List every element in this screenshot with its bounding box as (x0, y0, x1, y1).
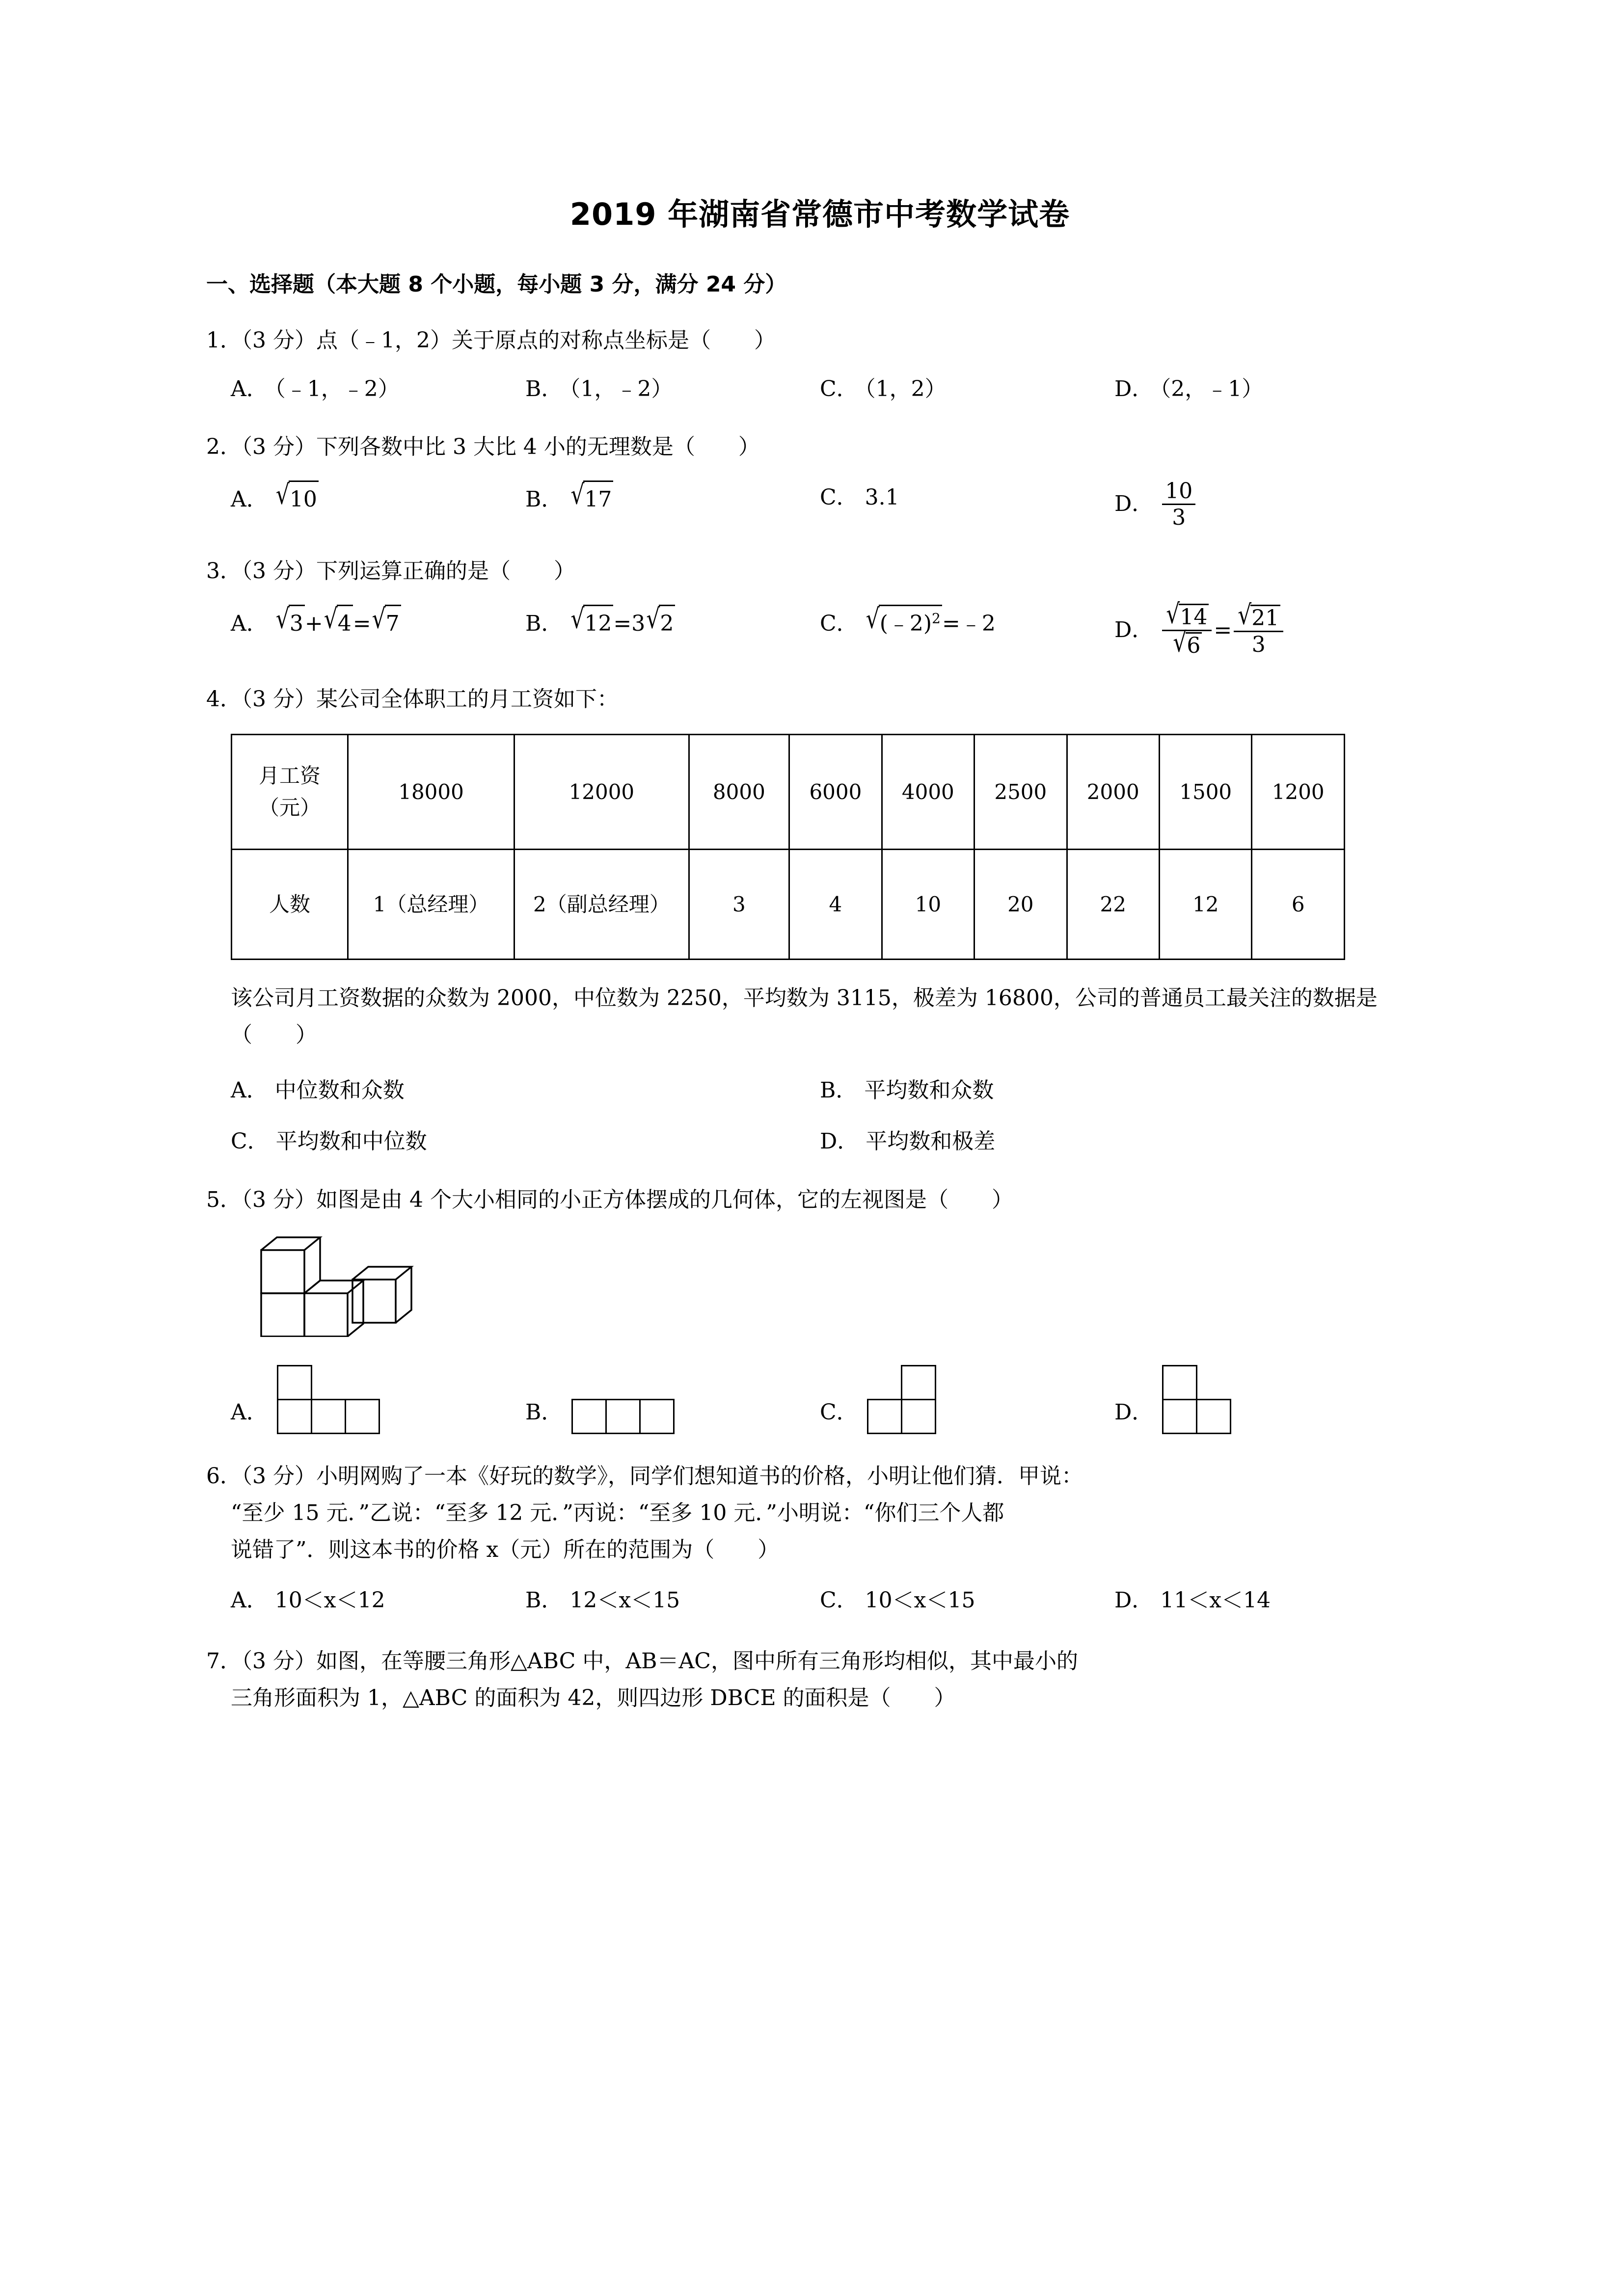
option-c-text: 10＜x＜15 (865, 1587, 975, 1613)
option-d-label: D． (820, 1129, 859, 1154)
cell-salary-2: 12000 (514, 734, 689, 849)
left-view-shape-a (277, 1365, 379, 1433)
question-1-stem: 1．（3 分）点（﹣1，2）关于原点的对称点坐标是（ ） (206, 327, 776, 353)
cell-salary-5: 4000 (882, 734, 974, 849)
option-b-label: B． (525, 1399, 563, 1425)
table-row (232, 734, 1345, 849)
option-a[interactable] (231, 372, 525, 406)
option-c-label: C． (820, 1399, 858, 1425)
cell-salary-8: 1500 (1159, 734, 1251, 849)
question-6-stem-line2: “至少 15 元．”乙说：“至多 12 元．”丙说：“至多 10 元．”小明说：“你们三个人都 (231, 1500, 1004, 1526)
option-b-text: 12＜x＜15 (569, 1587, 680, 1613)
option-a-radicand: 10 (289, 481, 319, 517)
option-a-text: 中位数和众数 (274, 1077, 405, 1103)
cell-salary-6: 2500 (974, 734, 1067, 849)
left-view-shape-b (571, 1399, 673, 1433)
question-6 (206, 1458, 1409, 1618)
option-b[interactable] (525, 1394, 820, 1433)
page-content (206, 0, 1409, 1717)
cell-count-7: 22 (1067, 849, 1159, 959)
question-1-options (231, 372, 1409, 406)
option-a[interactable] (231, 1365, 525, 1433)
sqrt-icon: √12 (569, 605, 613, 641)
option-b-text: （1，﹣2） (569, 376, 673, 401)
page-title: 2019 年湖南省常德市中考数学试卷 (569, 196, 1070, 232)
option-a[interactable] (231, 1073, 820, 1108)
fraction (1162, 598, 1212, 659)
sqrt-icon: √21 (1237, 605, 1280, 630)
question-4-options-row2 (231, 1124, 1409, 1159)
sqrt-icon: √7 (371, 605, 401, 641)
question-6-stem-line3: 说错了”．则这本书的价格 x（元）所在的范围为（ ） (231, 1537, 780, 1562)
option-d[interactable] (1114, 372, 1409, 406)
option-a-label: A． (231, 1399, 268, 1425)
cell-salary-3: 8000 (689, 734, 789, 849)
question-3-stem: 3．（3 分）下列运算正确的是（ ） (206, 559, 575, 584)
option-b-label: B． (525, 376, 563, 401)
cell-count-2: 2（副总经理） (514, 849, 689, 959)
option-b-text: 平均数和众数 (864, 1077, 994, 1103)
sqrt-icon: √3 (275, 605, 305, 641)
option-a[interactable]: A． √3+√4=√7 (231, 605, 525, 659)
sqrt-icon: √2 (645, 605, 675, 641)
option-a-label: A． (231, 1587, 268, 1613)
sqrt-icon: √6 (1172, 632, 1202, 658)
section-heading: 一、选择题（本大题 8 个小题，每小题 3 分，满分 24 分） (206, 272, 787, 297)
salary-table (231, 734, 1345, 960)
question-4-options-row1 (231, 1073, 1409, 1108)
row-header-count: 人数 (232, 849, 348, 959)
isometric-cubes-figure (241, 1231, 1409, 1349)
fraction: $\frac{√21}{3}$ (1234, 605, 1283, 657)
row-header-salary: 月工资 （元） (232, 734, 348, 849)
option-b-label: B． (525, 611, 563, 636)
cell-count-5: 10 (882, 849, 974, 959)
option-d[interactable] (1114, 1583, 1409, 1618)
question-5 (206, 1182, 1409, 1433)
option-d-text: （2，﹣1） (1160, 376, 1264, 401)
question-4-stem: 4．（3 分）某公司全体职工的月工资如下： (206, 686, 619, 712)
cell-salary-4: 6000 (789, 734, 882, 849)
cell-count-8: 12 (1159, 849, 1251, 959)
table-row (232, 849, 1345, 959)
option-d-denominator: 3 (1172, 505, 1186, 531)
option-a-label: A． (231, 611, 268, 636)
question-5-options (231, 1365, 1409, 1433)
cell-salary-9: 1200 (1252, 734, 1345, 849)
option-a-label: A． (231, 486, 268, 512)
option-c-text: 平均数和中位数 (275, 1129, 427, 1154)
question-4-note: 该公司月工资数据的众数为 2000，中位数为 2250，平均数为 3115，极差为 16800，公司的普通员工最关注的数据是（ ） (231, 985, 1378, 1048)
sqrt-icon: √4 (323, 605, 353, 641)
option-d-numerator: 10 (1162, 480, 1195, 506)
question-5-stem: 5．（3 分）如图是由 4 个大小相同的小正方体摆成的几何体，它的左视图是（ ） (206, 1187, 1013, 1212)
option-b-label: B． (525, 1587, 563, 1613)
option-c-label: C． (231, 1129, 269, 1154)
option-c-text: 3.1 (865, 484, 899, 510)
question-7-stem-line2: 三角形面积为 1，△ABC 的面积为 42，则四边形 DBCE 的面积是（ ） (231, 1685, 956, 1710)
cell-count-9: 6 (1252, 849, 1345, 959)
left-view-shape-d (1162, 1365, 1230, 1433)
option-a-text: （﹣1，﹣2） (274, 376, 400, 401)
sqrt-icon: √(﹣2)$^2$ (865, 605, 942, 641)
option-b[interactable] (525, 372, 820, 406)
option-c[interactable] (231, 1124, 820, 1159)
option-d-label: D． (1114, 491, 1154, 517)
option-d[interactable] (1114, 478, 1409, 531)
option-c-label: C． (820, 376, 858, 401)
cell-salary-7: 2000 (1067, 734, 1159, 849)
question-4 (206, 681, 1409, 1159)
option-d-label: D． (1114, 617, 1154, 643)
question-2-options (231, 478, 1409, 531)
question-6-stem-line1: 6．（3 分）小明网购了一本《好玩的数学》，同学们想知道书的价格，小明让他们猜．甲说： (206, 1464, 1083, 1489)
option-a-text: 10＜x＜12 (274, 1587, 385, 1613)
cell-count-4: 4 (789, 849, 882, 959)
sqrt-icon: √10 (275, 481, 319, 517)
option-b-label: B． (525, 486, 563, 512)
option-a-label: A． (231, 1077, 268, 1103)
option-d[interactable] (820, 1124, 1409, 1159)
question-7 (206, 1643, 1409, 1717)
option-b[interactable] (525, 481, 820, 531)
question-2 (206, 429, 1409, 531)
option-d-text: 11＜x＜14 (1160, 1587, 1271, 1613)
question-7-stem-line1: 7．（3 分）如图，在等腰三角形△ABC 中，AB＝AC，图中所有三角形均相似，其中最小的 (206, 1649, 1078, 1674)
option-d[interactable]: D． $\frac{√14}{√6}$ = $\frac{√21}{3}$ (1114, 605, 1409, 659)
option-d-text: 平均数和极差 (866, 1129, 996, 1154)
option-d[interactable] (1114, 1365, 1409, 1433)
sqrt-icon: √14 (1165, 604, 1209, 629)
option-c-label: C． (820, 611, 858, 636)
option-c[interactable] (820, 1365, 1114, 1433)
option-d-label: D． (1114, 1587, 1154, 1613)
sqrt-icon: √17 (569, 481, 613, 517)
option-b[interactable]: B． √12=3√2 (525, 605, 820, 659)
option-b-label: B． (820, 1077, 858, 1103)
option-c[interactable] (820, 1583, 1114, 1618)
option-d-label: D． (1114, 1399, 1154, 1425)
option-c[interactable]: C． √(﹣2)$^2$=﹣2 (820, 605, 1114, 659)
option-b[interactable] (525, 1583, 820, 1618)
option-b-radicand: 17 (583, 481, 613, 517)
left-view-shape-c (867, 1365, 935, 1433)
option-a[interactable] (231, 1583, 525, 1618)
option-c-text: （1，2） (865, 376, 947, 401)
option-c[interactable] (820, 372, 1114, 406)
question-3-options (231, 598, 1409, 659)
cell-count-6: 20 (974, 849, 1067, 959)
option-c[interactable] (820, 481, 1114, 531)
cell-count-1: 1（总经理） (348, 849, 514, 959)
option-a-label: A． (231, 376, 268, 401)
fraction (1162, 480, 1195, 530)
question-1 (206, 322, 1409, 406)
cell-count-3: 3 (689, 849, 789, 959)
question-2-stem: 2．（3 分）下列各数中比 3 大比 4 小的无理数是（ ） (206, 434, 760, 460)
option-c-label: C． (820, 484, 858, 510)
cell-salary-1: 18000 (348, 734, 514, 849)
option-d-label: D． (1114, 376, 1154, 401)
question-3 (206, 553, 1409, 659)
option-c-label: C． (820, 1587, 858, 1613)
option-a[interactable] (231, 481, 525, 531)
question-6-options (231, 1583, 1409, 1618)
option-b[interactable] (820, 1073, 1409, 1108)
